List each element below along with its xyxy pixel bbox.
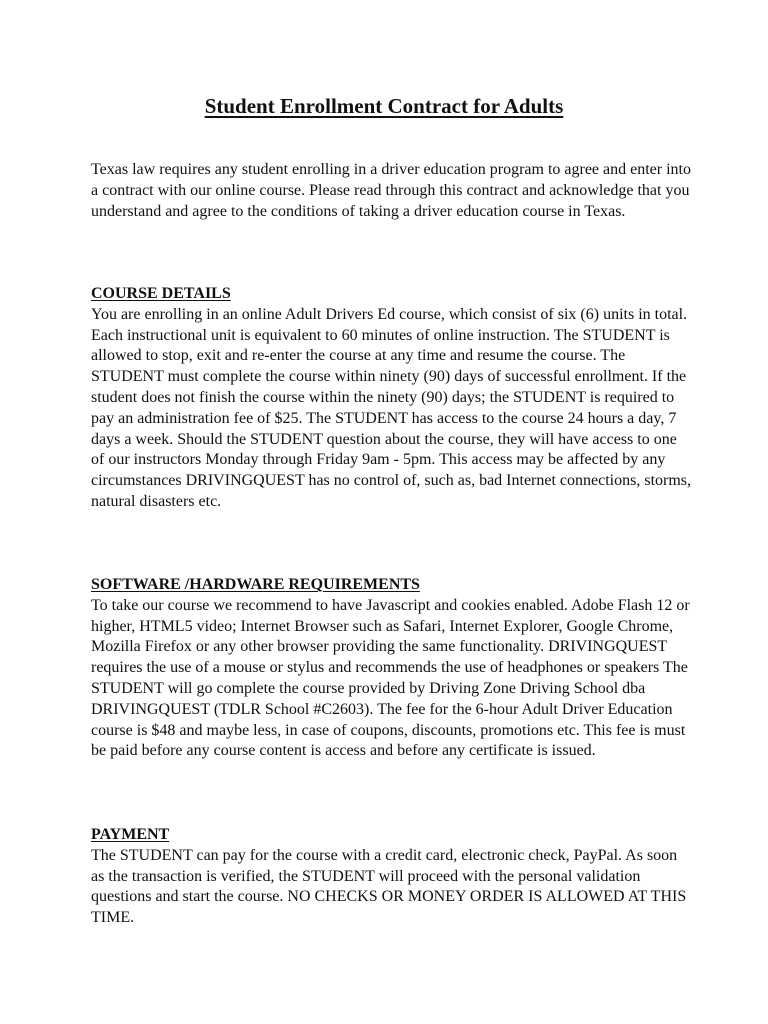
section-heading: COURSE DETAILS — [91, 285, 231, 302]
intro-paragraph — [91, 160, 691, 222]
document-title: Student Enrollment Contract for Adults — [204, 94, 564, 118]
section-body: You are enrolling in an online Adult Drivers Ed course, which consist of six (6) units in total. Each instructional unit is equivalent to 60 minutes of online instruction. The STUDENT is allowed to stop, exit and re-enter the course at any time and resume the course. The STUDENT must complete the course within ninety (90) days of successful enrollment. If the student does not finish the course within the ninety (90) days; the STUDENT is required to pay an administration fee of $25. The STUDENT has access to the course 24 hours a day, 7 days a week. Should the STUDENT question about the course, they will have access to one of our instructors Monday through Friday 9am - 5pm. This access may be affected by any circumstances DRIVINGQUEST has no control of, such as, bad Internet connections, storms, natural disasters etc. — [91, 305, 692, 510]
intro-text: Texas law requires any student enrolling in a driver education program to agree and enter into a contract with our online course. Please read through this contract and acknowledge that you understand and agree to the conditions of taking a driver education course in Texas. — [91, 161, 691, 220]
section-course-details — [91, 284, 691, 513]
section-body: To take our course we recommend to have Javascript and cookies enabled. Adobe Flash 12 or higher, HTML5 video; Internet Browser such as Safari, Internet Explorer, Google Chrome, Mozilla Firefox or any other browser providing the same functionality. DRIVINGQUEST requires the use of a mouse or stylus and recommends the use of headphones or speakers The STUDENT will go complete the course provided by Driving Zone Driving School dba DRIVINGQUEST (TDLR School #C2603). The fee for the 6-hour Adult Driver Education course is $48 and maybe less, in case of coupons, discounts, promotions etc. This fee is must be paid before any course content is access and before any certificate is issued. — [91, 596, 690, 760]
section-payment — [91, 825, 691, 929]
section-software-hardware — [91, 575, 691, 762]
section-heading: PAYMENT — [91, 826, 170, 843]
section-heading: SOFTWARE /HARDWARE REQUIREMENTS — [91, 576, 420, 593]
section-body: The STUDENT can pay for the course with a credit card, electronic check, PayPal. As soon as the transaction is verified, the STUDENT will proceed with the personal validation questions and start the course. NO CHECKS OR MONEY ORDER IS ALLOWED AT THIS TIME. — [91, 846, 687, 927]
